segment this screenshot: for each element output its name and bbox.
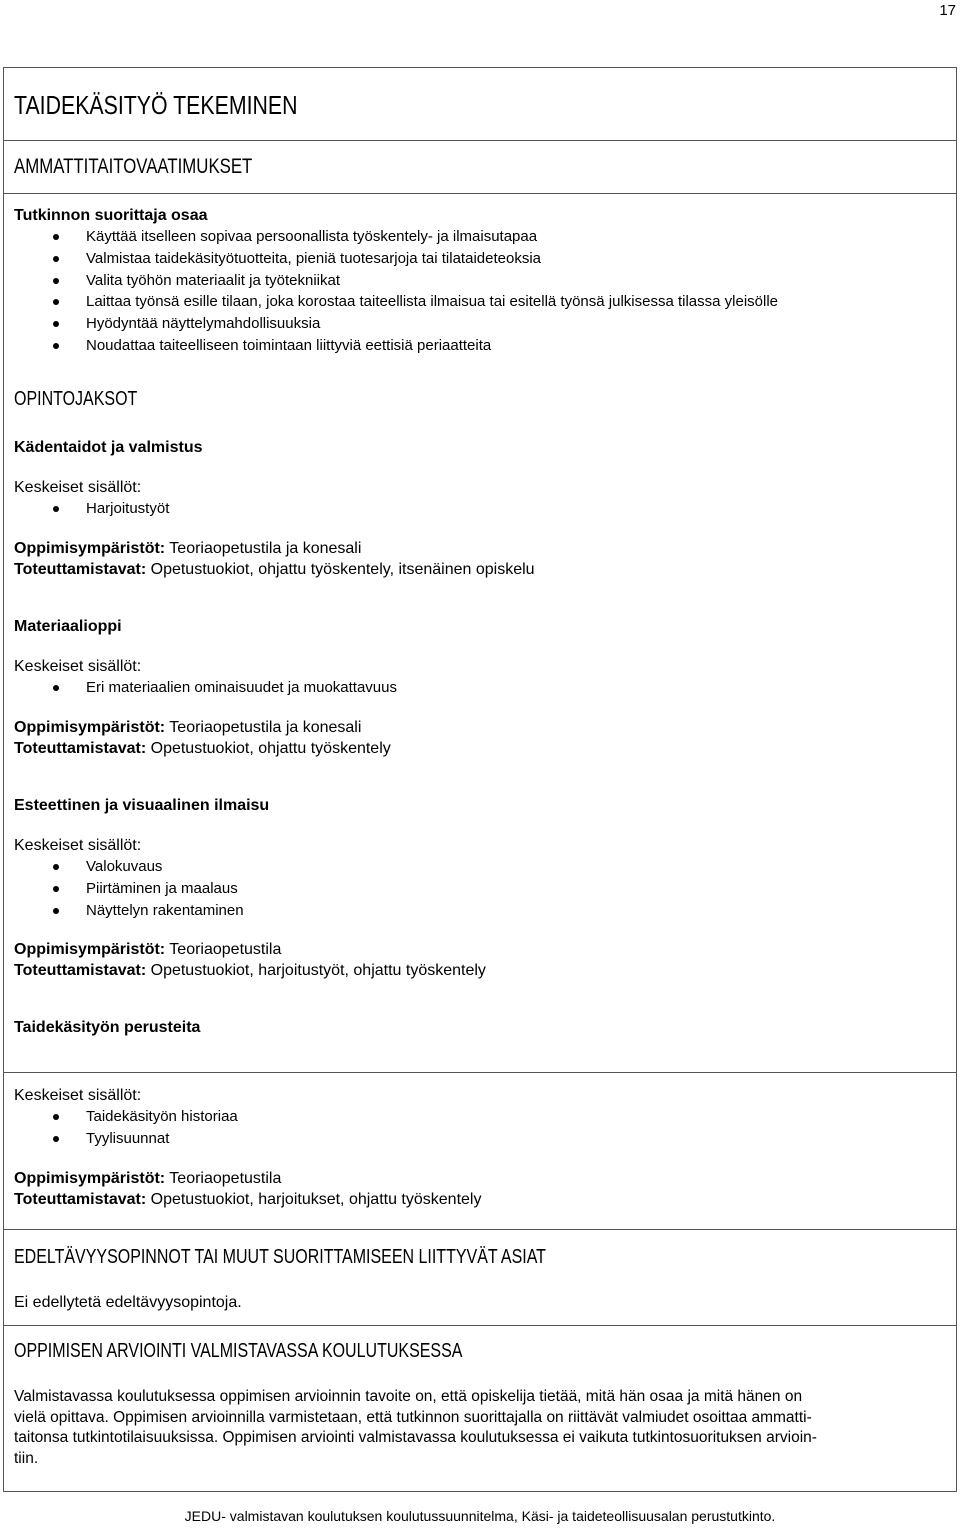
environment-line: Oppimisympäristöt: Teoriaopetustila ja konesali	[14, 539, 362, 557]
course-section-continued	[4, 1073, 956, 1230]
list-item: Harjoitustyöt	[14, 498, 946, 520]
list-item: Noudattaa taiteelliseen toimintaan liittyviä eettisiä periaatteita	[14, 335, 946, 357]
list-item: Piirtäminen ja maalaus	[14, 878, 946, 900]
paragraph-line: vielä opittava. Oppimisen arvioinnilla varmistetaan, että tutkinnon suorittajalla on riittävät valmiudet osoittaa ammatti-	[14, 1408, 812, 1426]
bullet-icon	[53, 864, 59, 870]
bullet-icon	[53, 278, 59, 284]
list-item: Laittaa työnsä esille tilaan, joka korostaa taiteellista ilmaisua tai esitellä työnsä julkisessa tilassa yleisölle	[14, 291, 946, 313]
environment-line: Oppimisympäristöt: Teoriaopetustila	[14, 941, 282, 959]
course-section	[14, 795, 946, 981]
content-label: Keskeiset sisällöt:	[14, 479, 142, 496]
paragraph-line: tiin.	[14, 1449, 39, 1467]
document-table	[3, 67, 957, 1492]
assessment-heading: OPPIMISEN ARVIOINTI VALMISTAVASSA KOULUTUKSESSA	[14, 1340, 463, 1362]
bullet-icon	[53, 886, 59, 892]
prerequisites-row	[4, 1230, 956, 1326]
course-title: Esteettinen ja visuaalinen ilmaisu	[14, 797, 270, 814]
course-section	[14, 616, 946, 759]
list-item: Käyttää itselleen sopivaa persoonallista työskentely- ja ilmaisutapaa	[14, 226, 946, 248]
list-item: Valita työhön materiaalit ja työtekniikat	[14, 270, 946, 292]
method-line: Toteuttamistavat: Opetustuokiot, ohjattu työskentely, itsenäinen opiskelu	[14, 560, 535, 578]
content-list	[14, 856, 946, 921]
opintojaksot-heading: OPINTOJAKSOT	[14, 388, 138, 410]
bullet-icon	[53, 685, 59, 691]
course-title: Taidekäsityön perusteita	[14, 1019, 201, 1036]
method-line: Toteuttamistavat: Opetustuokiot, harjoitukset, ohjattu työskentely	[14, 1190, 482, 1208]
method-line: Toteuttamistavat: Opetustuokiot, harjoitustyöt, ohjattu työskentely	[14, 962, 486, 980]
title-row	[4, 68, 956, 141]
assessment-paragraph	[14, 1387, 942, 1469]
list-item: Eri materiaalien ominaisuudet ja muokattavuus	[14, 677, 946, 699]
assessment-row	[4, 1326, 956, 1491]
bullet-icon	[53, 234, 59, 240]
list-item: Taidekäsityön historiaa	[14, 1106, 946, 1128]
list-item: Hyödyntää näyttelymahdollisuuksia	[14, 313, 946, 335]
content-list	[14, 1106, 946, 1150]
bullet-icon	[53, 256, 59, 262]
requirements-heading-row	[4, 141, 956, 194]
content-label: Keskeiset sisällöt:	[14, 837, 142, 854]
bullet-icon	[53, 343, 59, 349]
requirements-heading: AMMATTITAITOVAATIMUKSET	[14, 155, 253, 178]
requirements-list	[14, 226, 946, 357]
course-title: Materiaalioppi	[14, 618, 122, 635]
content-list	[14, 498, 946, 520]
course-title: Kädentaidot ja valmistus	[14, 439, 203, 456]
list-item: Valmistaa taidekäsityötuotteita, pieniä tuotesarjoja tai tilataideteoksia	[14, 248, 946, 270]
method-line: Toteuttamistavat: Opetustuokiot, ohjattu työskentely	[14, 739, 391, 757]
prerequisites-text: Ei edellytetä edeltävyysopintoja.	[14, 1294, 242, 1311]
page-number: 17	[939, 2, 956, 19]
paragraph-line: Valmistavassa koulutuksessa oppimisen arvioinnin tavoite on, että opiskelija tietää, mitä hän osaa ja mitä hänen on	[14, 1388, 803, 1405]
content-row	[4, 194, 956, 1073]
bullet-icon	[53, 1136, 59, 1142]
requirements-subheading: Tutkinnon suorittaja osaa	[14, 207, 208, 224]
bullet-icon	[53, 299, 59, 305]
environment-line: Oppimisympäristöt: Teoriaopetustila	[14, 1169, 282, 1187]
bullet-icon	[53, 908, 59, 914]
course-section	[14, 437, 946, 580]
list-item: Näyttelyn rakentaminen	[14, 900, 946, 922]
paragraph-line: taitonsa tutkintotilaisuuksissa. Oppimisen arviointi valmistavassa koulutuksessa ei vaikuta tutkintosuorituksen arvioin-	[14, 1429, 817, 1446]
environment-line: Oppimisympäristöt: Teoriaopetustila ja konesali	[14, 718, 362, 736]
content-list	[14, 677, 946, 699]
page-title: TAIDEKÄSITYÖ TEKEMINEN	[14, 90, 298, 120]
prerequisites-heading: EDELTÄVYYSOPINNOT TAI MUUT SUORITTAMISEEN LIITTYVÄT ASIAT	[14, 1246, 546, 1268]
page-footer: JEDU- valmistavan koulutuksen koulutussuunnitelma, Käsi- ja taideteollisuusalan perustutkinto.	[184, 1508, 776, 1524]
bullet-icon	[53, 321, 59, 327]
content-label: Keskeiset sisällöt:	[14, 1087, 142, 1104]
list-item: Tyylisuunnat	[14, 1128, 946, 1150]
course-section	[14, 1017, 946, 1038]
list-item: Valokuvaus	[14, 856, 946, 878]
content-label: Keskeiset sisällöt:	[14, 658, 142, 675]
bullet-icon	[53, 506, 59, 512]
bullet-icon	[53, 1114, 59, 1120]
